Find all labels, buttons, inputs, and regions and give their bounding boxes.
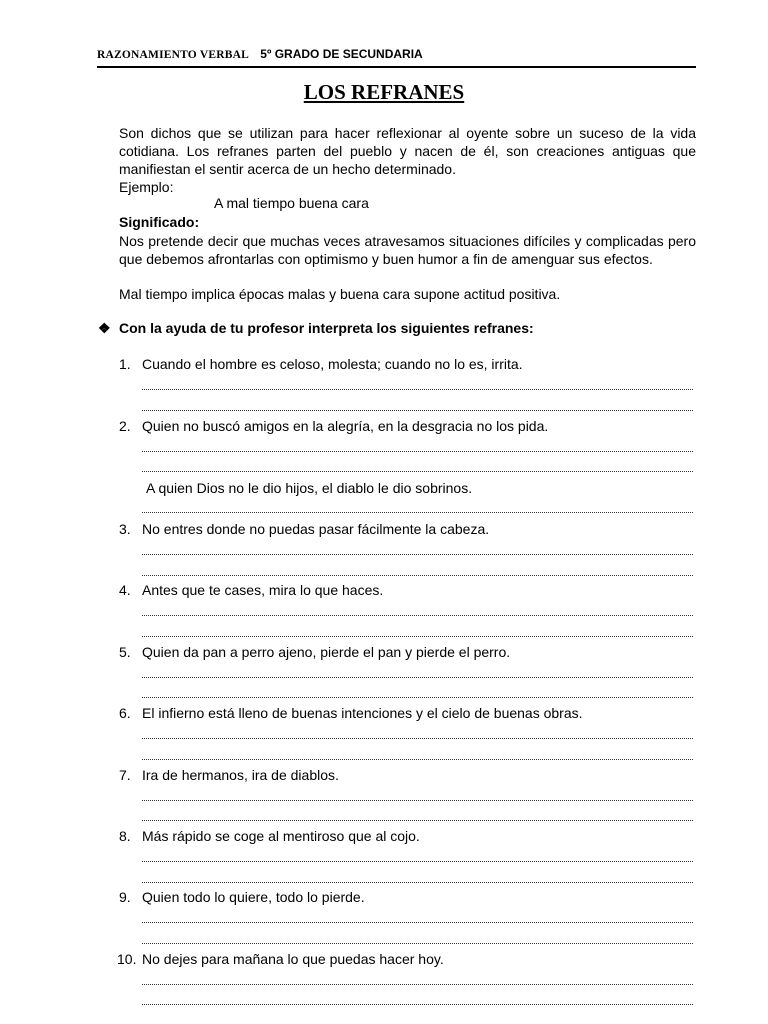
proverb-number: 4. — [119, 582, 131, 598]
answer-line[interactable] — [142, 737, 693, 739]
instruction-text: Con la ayuda de tu profesor interpreta los siguientes refranes: — [119, 320, 534, 336]
answer-line[interactable] — [142, 983, 693, 985]
proverb-text: A quien Dios no le dio hijos, el diablo le dio sobrinos. — [146, 480, 473, 496]
answer-line[interactable] — [142, 450, 693, 452]
proverb-text: No dejes para mañana lo que puedas hacer hoy. — [142, 951, 444, 967]
answer-line[interactable] — [142, 635, 693, 637]
answer-line[interactable] — [142, 881, 693, 883]
proverb-number: 1. — [119, 356, 131, 372]
proverb-number: 10. — [117, 951, 137, 967]
proverb-text: Quien da pan a perro ajeno, pierde el pan y pierde el perro. — [142, 644, 511, 660]
proverb-text: El infierno está lleno de buenas intenciones y el cielo de buenas obras. — [142, 705, 583, 721]
answer-line[interactable] — [142, 388, 693, 390]
page-title: LOS REFRANES — [303, 80, 465, 104]
proverb-number: 8. — [119, 828, 131, 844]
answer-line[interactable] — [142, 1003, 693, 1005]
proverb-text: Ira de hermanos, ira de diablos. — [142, 767, 339, 783]
grade-label: 5º GRADO DE SECUNDARIA — [260, 47, 423, 61]
answer-line[interactable] — [142, 676, 693, 678]
answer-line[interactable] — [142, 758, 693, 760]
proverb-number: 6. — [119, 705, 131, 721]
meaning-label: Significado: — [119, 214, 200, 230]
subject-label: RAZONAMIENTO VERBAL — [97, 49, 249, 61]
proverb-text: Quien todo lo quiere, todo lo pierde. — [142, 889, 365, 905]
answer-line[interactable] — [142, 799, 693, 801]
proverb-text: No entres donde no puedas pasar fácilmente la cabeza. — [142, 521, 490, 537]
proverb-number: 3. — [119, 521, 131, 537]
instruction — [98, 320, 534, 337]
proverb-text: Cuando el hombre es celoso, molesta; cuando no lo es, irrita. — [142, 356, 523, 372]
answer-line[interactable] — [142, 860, 693, 862]
proverb-number: 9. — [119, 889, 131, 905]
answer-line[interactable] — [142, 614, 693, 616]
example-phrase: A mal tiempo buena cara — [214, 195, 369, 211]
example-label: Ejemplo: — [119, 179, 174, 195]
diamond-bullet-icon: ❖ — [98, 320, 111, 336]
proverb-text: Antes que te cases, mira lo que haces. — [142, 582, 384, 598]
answer-line[interactable] — [142, 819, 693, 821]
proverb-number: 5. — [119, 644, 131, 660]
answer-line[interactable] — [142, 942, 693, 944]
intro-paragraph — [119, 124, 696, 178]
answer-line[interactable] — [142, 409, 693, 411]
answer-line[interactable] — [142, 553, 693, 555]
answer-line[interactable] — [142, 921, 693, 923]
answer-line[interactable] — [142, 470, 693, 472]
answer-line[interactable] — [142, 574, 693, 576]
meaning-text: Nos pretende decir que muchas veces atravesamos situaciones difíciles y complicadas pero que debemos afrontarlas con optimismo y buen humor a fin de amenguar sus efectos. — [119, 233, 696, 267]
proverb-text: Quien no buscó amigos en la alegría, en la desgracia no los pida. — [142, 418, 549, 434]
proverb-number: 7. — [119, 767, 131, 783]
definition-text: Son dichos que se utilizan para hacer reflexionar al oyente sobre un suceso de la vida cotidiana. Los refranes parten del pueblo y nacen de él, son creaciones antiguas que manifiestan el sentir acerca de un hecho determinado. — [119, 125, 696, 177]
answer-line[interactable] — [142, 696, 693, 698]
page-header — [97, 46, 696, 68]
proverb-number: 2. — [119, 418, 131, 434]
proverb-text: Más rápido se coge al mentiroso que al cojo. — [142, 828, 420, 844]
answer-line[interactable] — [142, 511, 693, 513]
meaning-text-2: Mal tiempo implica épocas malas y buena cara supone actitud positiva. — [119, 286, 561, 302]
